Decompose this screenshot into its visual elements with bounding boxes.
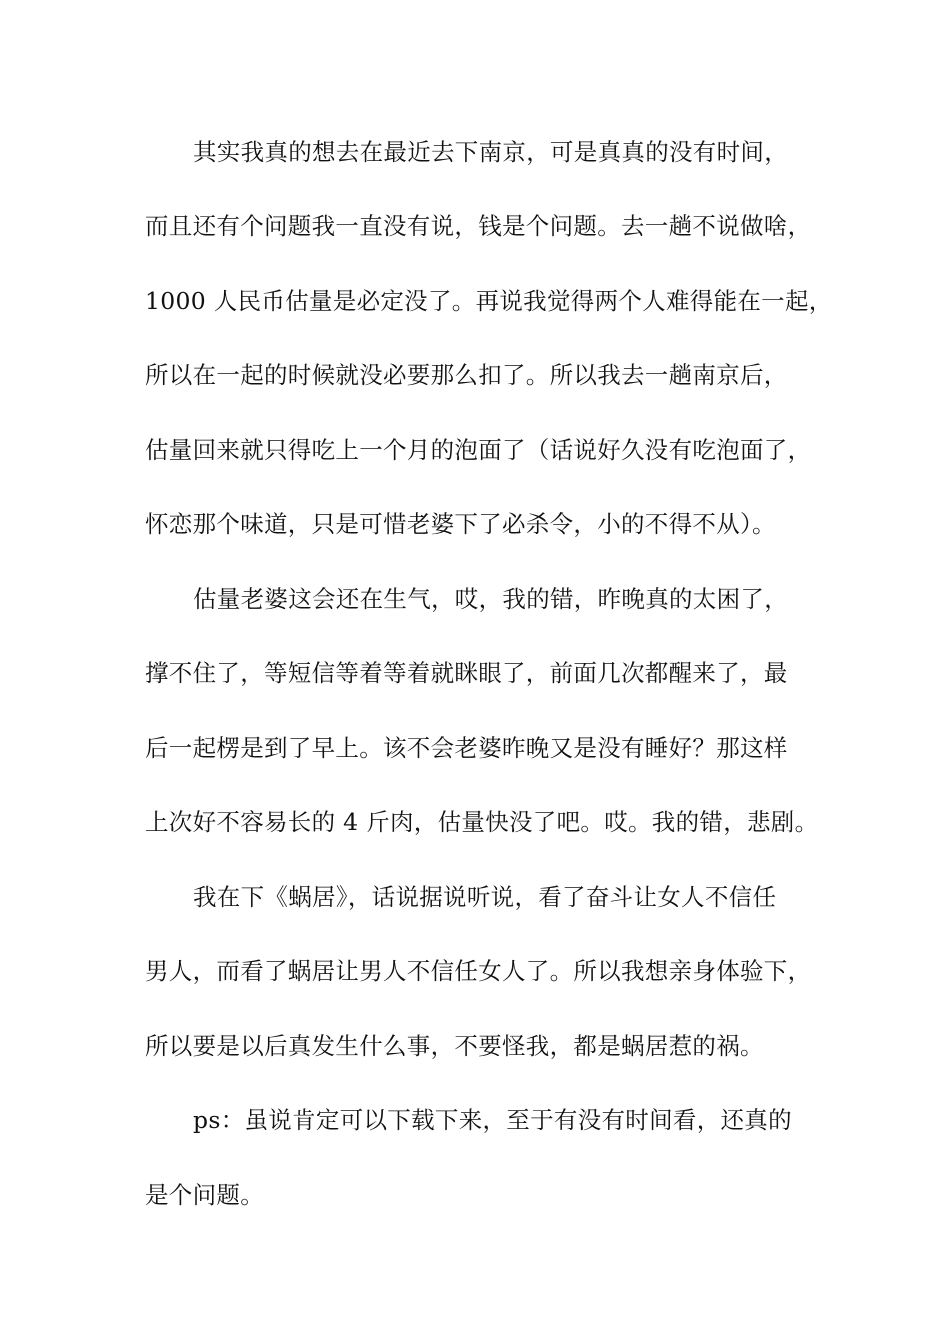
paragraph-3-line-3: 所以要是以后真发生什么事，不要怪我，都是蜗居惹的祸。 <box>145 1032 764 1060</box>
paragraph-3-line-1: 我在下《蜗居》，话说据说听说，看了奋斗让女人不信任 <box>193 883 777 911</box>
paragraph-1-line-1: 其实我真的想去在最近去下南京，可是真真的没有时间， <box>193 138 788 166</box>
paragraph-1-line-4: 所以在一起的时候就没必要那么扣了。所以我去一趟南京后， <box>145 361 788 389</box>
paragraph-1-line-5: 估量回来就只得吃上一个月的泡面了（话说好久没有吃泡面了， <box>145 436 812 464</box>
paragraph-2-line-3: 后一起楞是到了早上。该不会老婆昨晚又是没有睡好？那这样 <box>145 734 788 762</box>
paragraph-1-line-6: 怀恋那个味道，只是可惜老婆下了必杀令，小的不得不从）。 <box>145 510 776 538</box>
paragraph-2-line-4: 上次好不容易长的 4 斤肉，估量快没了吧。哎。我的错，悲剧。 <box>145 808 819 836</box>
paragraph-2-line-1: 估量老婆这会还在生气，哎，我的错，昨晚真的太困了， <box>193 585 788 613</box>
paragraph-1-line-2: 而且还有个问题我一直没有说，钱是个问题。去一趟不说做啥， <box>145 212 812 240</box>
paragraph-3-line-2: 男人，而看了蜗居让男人不信任女人了。所以我想亲身体验下， <box>145 957 812 985</box>
paragraph-4-line-2: 是个问题。 <box>145 1181 264 1209</box>
paragraph-2-line-2: 撑不住了，等短信等着等着就眯眼了，前面几次都醒来了，最 <box>145 659 788 687</box>
paragraph-4-line-1: ps：虽说肯定可以下载下来，至于有没有时间看，还真的 <box>193 1106 792 1134</box>
paragraph-1-line-3: 1000 人民币估量是必定没了。再说我觉得两个人难得能在一起， <box>145 287 833 315</box>
